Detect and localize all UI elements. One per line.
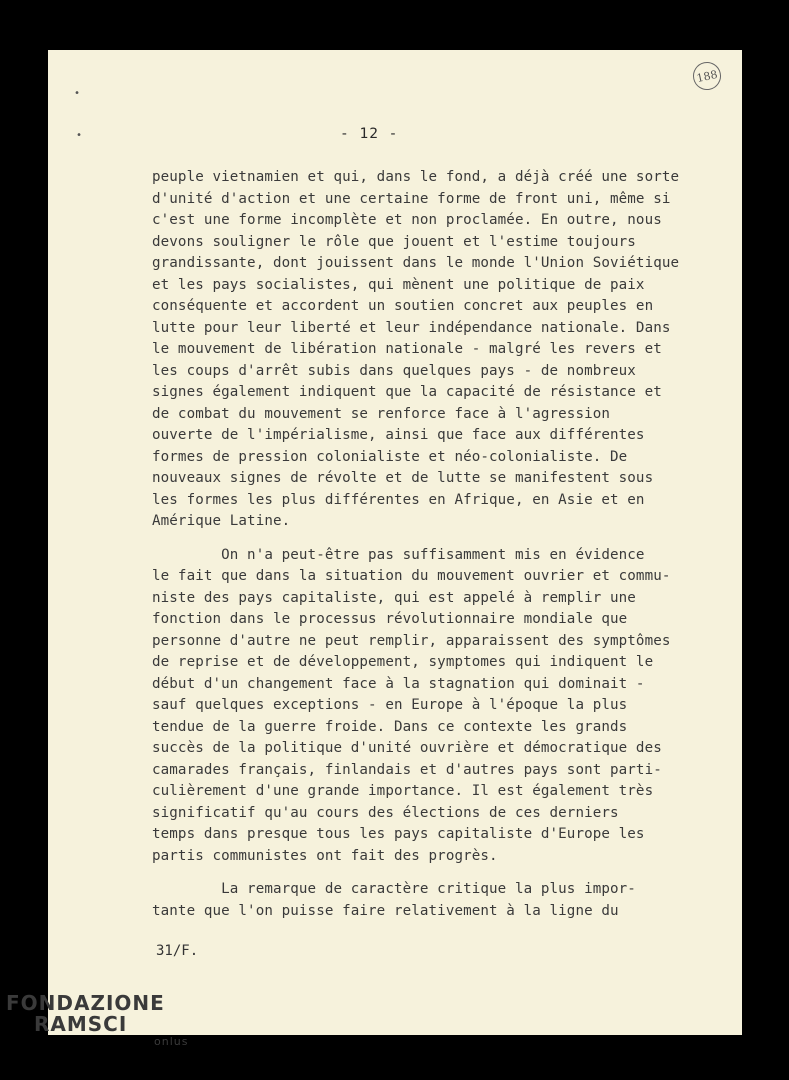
text-line: niste des pays capitaliste, qui est appelé à remplir une (152, 589, 636, 606)
text-line: conséquente et accordent un soutien concret aux peuples en (152, 298, 654, 314)
text-line: camarades français, finlandais et d'autres pays sont parti- (152, 761, 662, 778)
ink-dot: • (74, 88, 81, 99)
ink-dot: • (76, 130, 83, 141)
text-line: formes de pression colonialiste et néo-colonialiste. De (152, 448, 628, 465)
text-line: La remarque de caractère critique la plus impor- (152, 881, 636, 897)
watermark-line-1: FONDAZIONE (6, 991, 165, 1015)
text-line: de combat du mouvement se renforce face à l'agression (152, 405, 611, 422)
text-line: Amérique Latine. (152, 513, 291, 529)
text-line: succès de la politique d'unité ouvrière et démocratique des (152, 740, 662, 756)
text-line: personne d'autre ne peut remplir, apparaissent des symptômes (152, 632, 671, 649)
watermark-line-3: onlus (154, 1035, 189, 1048)
text-line: signes également indiquent que la capacité de résistance et (152, 384, 662, 400)
text-line: significatif qu'au cours des élections de ces derniers (152, 804, 619, 821)
body-text (152, 167, 692, 922)
paragraph-gap (152, 533, 692, 545)
text-line: d'unité d'action et une certaine forme de front uni, même si (152, 190, 671, 207)
text-line: devons souligner le rôle que jouent et l'estime toujours (152, 233, 636, 250)
text-line: tante que l'on puisse faire relativement à la ligne du (152, 902, 619, 919)
text-line: début d'un changement face à la stagnation qui dominait - (152, 675, 645, 692)
text-line: c'est une forme incomplète et non proclamée. En outre, nous (152, 212, 662, 228)
text-line: ouverte de l'impérialisme, ainsi que face aux différentes (152, 427, 645, 443)
document-page (48, 50, 742, 1035)
text-line: sauf quelques exceptions - en Europe à l'époque la plus (152, 697, 628, 713)
stamp-number: 188 (695, 67, 719, 85)
watermark-line-2: RAMSCI (34, 1012, 128, 1036)
text-line: culièrement d'une grande importance. Il est également très (152, 783, 654, 799)
text-line: de reprise et de développement, symptomes qui indiquent le (152, 654, 654, 670)
text-line: partis communistes ont fait des progrès. (152, 847, 498, 864)
text-line: tendue de la guerre froide. Dans ce contexte les grands (152, 718, 628, 735)
text-line: peuple vietnamien et qui, dans le fond, a déjà créé une sorte (152, 169, 680, 185)
text-line: le mouvement de libération nationale - malgré les revers et (152, 341, 662, 357)
text-line: les formes les plus différentes en Afrique, en Asie et en (152, 491, 645, 508)
text-line: temps dans presque tous les pays capitaliste d'Europe les (152, 826, 645, 842)
document-code: 31/F. (156, 943, 199, 959)
text-line: les coups d'arrêt subis dans quelques pays - de nombreux (152, 362, 636, 379)
foundation-watermark (6, 993, 188, 1052)
text-line: et les pays socialistes, qui mènent une politique de paix (152, 276, 645, 293)
paragraph-gap (152, 867, 692, 879)
text-line: le fait que dans la situation du mouvement ouvrier et commu- (152, 568, 671, 584)
text-line: nouveaux signes de révolte et de lutte se manifestent sous (152, 470, 654, 486)
text-line: On n'a peut-être pas suffisamment mis en évidence (152, 546, 645, 563)
text-line: fonction dans le processus révolutionnaire mondiale que (152, 611, 628, 627)
text-line: grandissante, dont jouissent dans le monde l'Union Soviétique (152, 255, 680, 271)
text-line: lutte pour leur liberté et leur indépendance nationale. Dans (152, 319, 671, 336)
page-number: - 12 - (340, 126, 399, 142)
archive-number-stamp (690, 59, 723, 92)
